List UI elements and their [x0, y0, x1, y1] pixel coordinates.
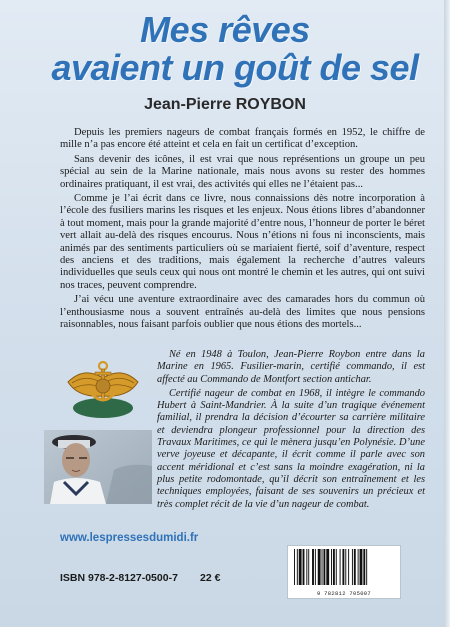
barcode	[287, 545, 401, 599]
cover-edge	[444, 0, 450, 627]
barcode-number: 9 782812 705007	[316, 590, 371, 597]
blurb-paragraph: J’ai vécu une aventure extraordinaire avec des camarades hors du commun où l’enthousiasme nous a souvent entraînés au-delà des limites que nous pensions raisonnables, nous faisant parfois oublier que nous étions des mortels...	[60, 294, 425, 331]
publisher-website-link[interactable]: www.lespressesdumidi.fr	[60, 532, 199, 544]
blurb-paragraph: Sans devenir des icônes, il est vrai que nous représentions un groupe un peu spécial au sein de la Marine nationale, mais nous avons su rester des hommes ordinaires pratiquant, il est vrai, des activités qui elles ne l’étaient pas...	[60, 153, 425, 190]
sailor-portrait-photo	[44, 430, 152, 504]
book-title-line-1: Mes rêves	[140, 9, 310, 50]
isbn-number: ISBN 978-2-8127-0500-7	[60, 572, 178, 584]
blurb-text	[60, 127, 425, 334]
author-biography	[157, 349, 425, 513]
blurb-paragraph: Depuis les premiers nageurs de combat français formés en 1952, le chiffre de mille n’a pas encore été atteint et cela en fait un certificat d’exception.	[60, 127, 425, 151]
bio-paragraph: Né en 1948 à Toulon, Jean-Pierre Roybon entre dans la Marine en 1965. Fusilier-marin, certifié commando, il est affecté au Commando de Montfort section antichar.	[157, 349, 425, 385]
combat-diver-insignia-icon	[64, 352, 142, 422]
price-label: 22 €	[200, 572, 221, 584]
barcode-icon	[292, 549, 396, 587]
bio-paragraph: Certifié nageur de combat en 1968, il intègre le commando Hubert à Saint-Mandrier. À la suite d’un tragique événement familial, il prendra la décision d’écourter sa carrière militaire et deviendra plongeur professionnel pour la direction des Travaux Maritimes, ce qui le mènera jusqu’en Polynésie. D’une verve joyeuse et décapante, il écrit comme il parle avec son accent méridional et c’est sans la moindre exagération, ni la plus petite rodomontade, qu’il décrit son entraînement et les techniques employées, faisant de ses souvenirs un précieux et très complet récit de la vie d’un nageur de combat.	[157, 387, 425, 510]
author-name: Jean-Pierre ROYBON	[144, 96, 306, 113]
book-title-line-2: avaient un goût de sel	[51, 47, 419, 88]
blurb-paragraph: Comme je l’ai écrit dans ce livre, nous connaissions dès notre incorporation à l’école des fusiliers marins les risques et les enjeux. Nous étions libres d’abandonner à tout moment, mais pour la grande majorité d’entre nous, l’honneur de porter le béret vert allait au-delà des risques encourus. Nous n’étions ni fous ni inconscients, mais animés par des sentiments particuliers où se mariaient fierté, soif d’aventure, respect des anciens et des traditions, mais également la recherche d’autres valeurs individuelles que seuls ceux qui nous ont montré le chemin et les autres, qui ont suivi nos traces, peuvent comprendre.	[60, 193, 425, 291]
